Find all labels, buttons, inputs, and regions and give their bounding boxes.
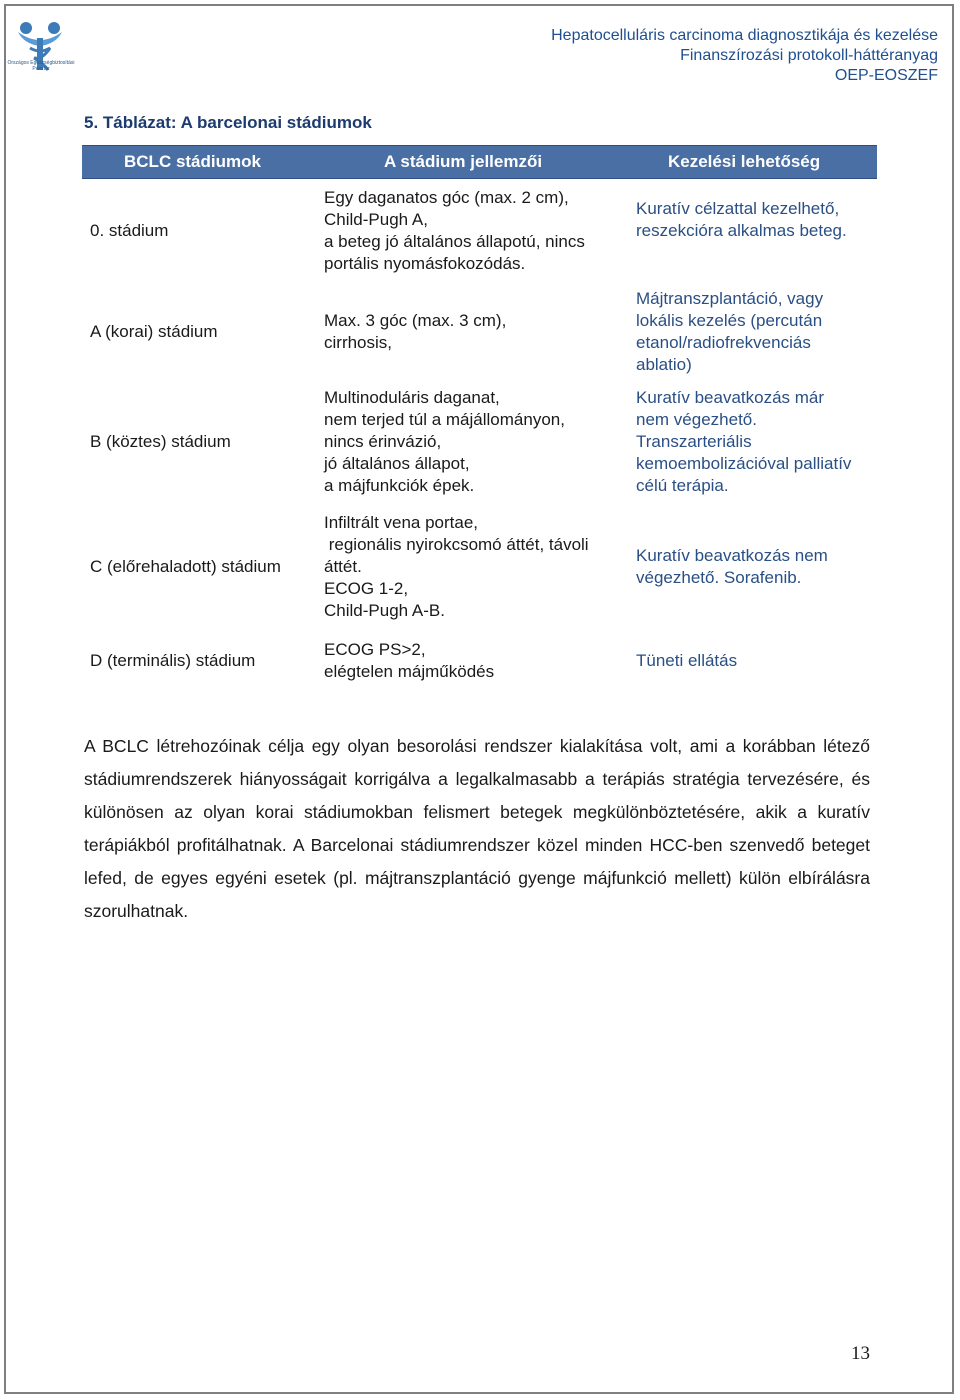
page-number: 13 xyxy=(851,1343,870,1364)
row-3-treatment: Kuratív beavatkozás nem végezhető. Sorafenib. xyxy=(636,546,828,587)
header-line-3: OEP-EOSZEF xyxy=(834,67,938,84)
row-0-treatment: Kuratív célzattal kezelhető, reszekcióra alkalmas beteg. xyxy=(636,199,847,240)
row-2-features: Multinoduláris daganat, nem terjed túl a májállományon, nincs érinvázió, jó általános állapot, a májfunkciók épek. xyxy=(324,388,565,495)
row-1-stage: A (korai) stádium xyxy=(90,322,218,341)
logo-text: Országos Egészségbiztosítási Pénztár xyxy=(7,60,75,72)
row-2-stage: B (köztes) stádium xyxy=(90,432,231,451)
header-line-1: Hepatocelluláris carcinoma diagnosztikája és kezelése xyxy=(551,27,938,44)
row-4-treatment: Tüneti ellátás xyxy=(636,651,738,670)
row-3-stage: C (előrehaladott) stádium xyxy=(90,557,281,576)
table-header-row xyxy=(82,145,877,179)
row-0-features: Egy daganatos góc (max. 2 cm), Child-Pugh A, a beteg jó általános állapotú, nincs portális nyomásfokozódás. xyxy=(324,188,585,273)
header-stage: BCLC stádiumok xyxy=(124,152,261,171)
row-3-features: Infiltrált vena portae, regionális nyirokcsomó áttét, távoli áttét. ECOG 1-2, Child-Pugh A-B. xyxy=(324,513,589,620)
row-4-stage: D (terminális) stádium xyxy=(90,651,256,670)
row-1-treatment: Májtranszplantáció, vagy lokális kezelés (percután etanol/radiofrekvenciás ablatio) xyxy=(636,289,824,374)
header-treatment: Kezelési lehetőség xyxy=(668,152,821,171)
document-header xyxy=(551,26,938,86)
header-line-2: Finanszírozási protokoll-háttéranyag xyxy=(680,47,938,64)
row-0-stage: 0. stádium xyxy=(90,221,169,240)
table-title: 5. Táblázat: A barcelonai stádiumok xyxy=(84,113,372,132)
row-4-features: ECOG PS>2, elégtelen májműködés xyxy=(324,640,495,681)
row-2-treatment: Kuratív beavatkozás már nem végezhető. Transzarteriális kemoembolizációval palliatív célú terápia. xyxy=(636,388,852,495)
row-1-features: Max. 3 góc (max. 3 cm), cirrhosis, xyxy=(324,311,507,352)
header-features: A stádium jellemzői xyxy=(384,152,543,171)
body-paragraph: A BCLC létrehozóinak célja egy olyan besorolási rendszer kialakítása volt, ami a korábban létező stádiumrendszerek hiányosságait korrigálva a legalkalmasabb a terápiás stratégia tervezésére, és különösen az olyan korai stádiumokban felismert betegek megkülönböztetésére, akik a kuratív terápiákból profitálhatnak. A Barcelonai stádiumrendszer közel minden HCC-ben szenvedő beteget lefed, de egyes egyéni esetek (pl. májtranszplantáció gyenge májfunkció mellett) külön elbírálásra szorulhatnak. xyxy=(84,736,870,921)
